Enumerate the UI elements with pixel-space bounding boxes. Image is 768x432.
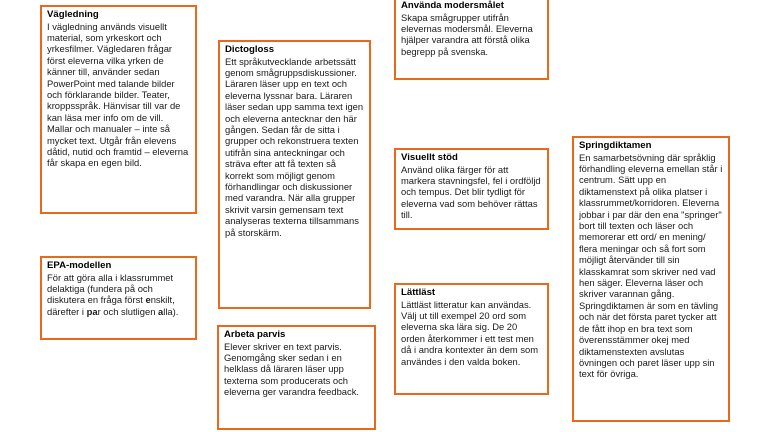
card-title: Vägledning [47,9,99,20]
card-lattlast [394,283,549,395]
card-body: Skapa smågrupper utifrån elevernas modersmål. Eleverna hjälper varandra att förstå olika begrepp på svenska. [401,11,533,57]
card-anvanda-modersmalet [394,0,549,80]
card-body: Använd olika färger för att markera stavningsfel, fel i ordföljd och tempus. Det blir tydligt för eleverna vad som behöver rättas till. [401,163,541,221]
epa-p-rest: r och slutligen [97,305,159,317]
card-title: Visuellt stöd [401,152,458,163]
epa-e-rest: nskilt, därefter i [47,294,175,317]
card-vagledning [40,5,197,214]
card-title: Dictogloss [225,44,275,55]
epa-lead: För att göra alla i klassrummet delaktiga (fundera på och diskutera en fråga först [47,271,174,306]
card-dictogloss [218,40,371,309]
card-body: En samarbetsövning där språklig förhandling eleverna emellan står i centrum. Sätt upp en diktamenstext på olika platser i klassrummet/korridoren. Eleverna jobbar i par där den ena "springer" bort till texten och läser och memorerar ett ord/ en mening/ flera meningar och så fort som möjligt återvänder till sin klasskamrat som skriver ned vad hen säger. Eleverna läser och skriver varannan gång. Springdiktamen är som en tävling och när det första paret tycker att de fått ihop en bra text som överensstämmer okej med diktamenstexten avslutas övningen och paret läser upp sin text för övriga. [579,151,723,380]
card-title: EPA-modellen [47,260,112,271]
epa-a-rest: lla). [163,305,179,317]
card-title: Lättläst [401,287,436,298]
card-title: Springdiktamen [579,140,652,151]
card-springdiktamen [572,136,730,422]
card-arbeta-parvis [217,325,376,430]
card-body: Elever skriver en text parvis. Genomgång sker sedan i en helklass då läraren läser upp texterna som producerats och eleverna ger varandra feedback. [224,340,359,398]
card-title: Arbeta parvis [224,329,286,340]
epa-p-letter: pa [86,305,98,317]
card-epa-modellen [40,256,197,340]
epa-a-letter: a [158,305,164,317]
card-body: Ett språkutvecklande arbetssätt genom smågruppsdiskussioner. Läraren läser upp en text och eleverna lyssnar bara. Läraren läser sedan upp samma text igen och eleverna antecknar den här gången. Sedan får de sitta i grupper och rekonstruera texten utifrån sina anteckningar och sträva efter att få texten så korrekt som möjligt genom förhandlingar och diskussioner med varandra. När alla grupper skrivit varsin gemensam text analyseras texterna tillsammans på storskärm. [225,55,364,238]
card-body: I vägledning används visuellt material, som yrkeskort och yrkesfilmer. Vägledaren frågar först eleverna vilka yrken de känner till, använder sedan PowerPoint med talande bilder och förklarande bilder. Teater, kroppsspråk. Hänvisar till var de kan läsa mer info om de vill. Mallar och manualer – inte så mycket text. Utgår från elevens dåtid, nutid och framtid – eleverna får skapa en egen bild. [47,20,189,169]
card-body: Lättläst litteratur kan användas. Välj ut till exempel 20 ord som eleverna ska lära sig. De 20 orden återkommer i ett test men då i andra kontexter än dem som användes i den valda boken. [401,298,539,367]
card-visuellt-stod [394,148,549,230]
epa-e-letter: e [145,294,151,306]
card-title: Använda modersmålet [401,0,504,11]
card-body [47,272,190,318]
